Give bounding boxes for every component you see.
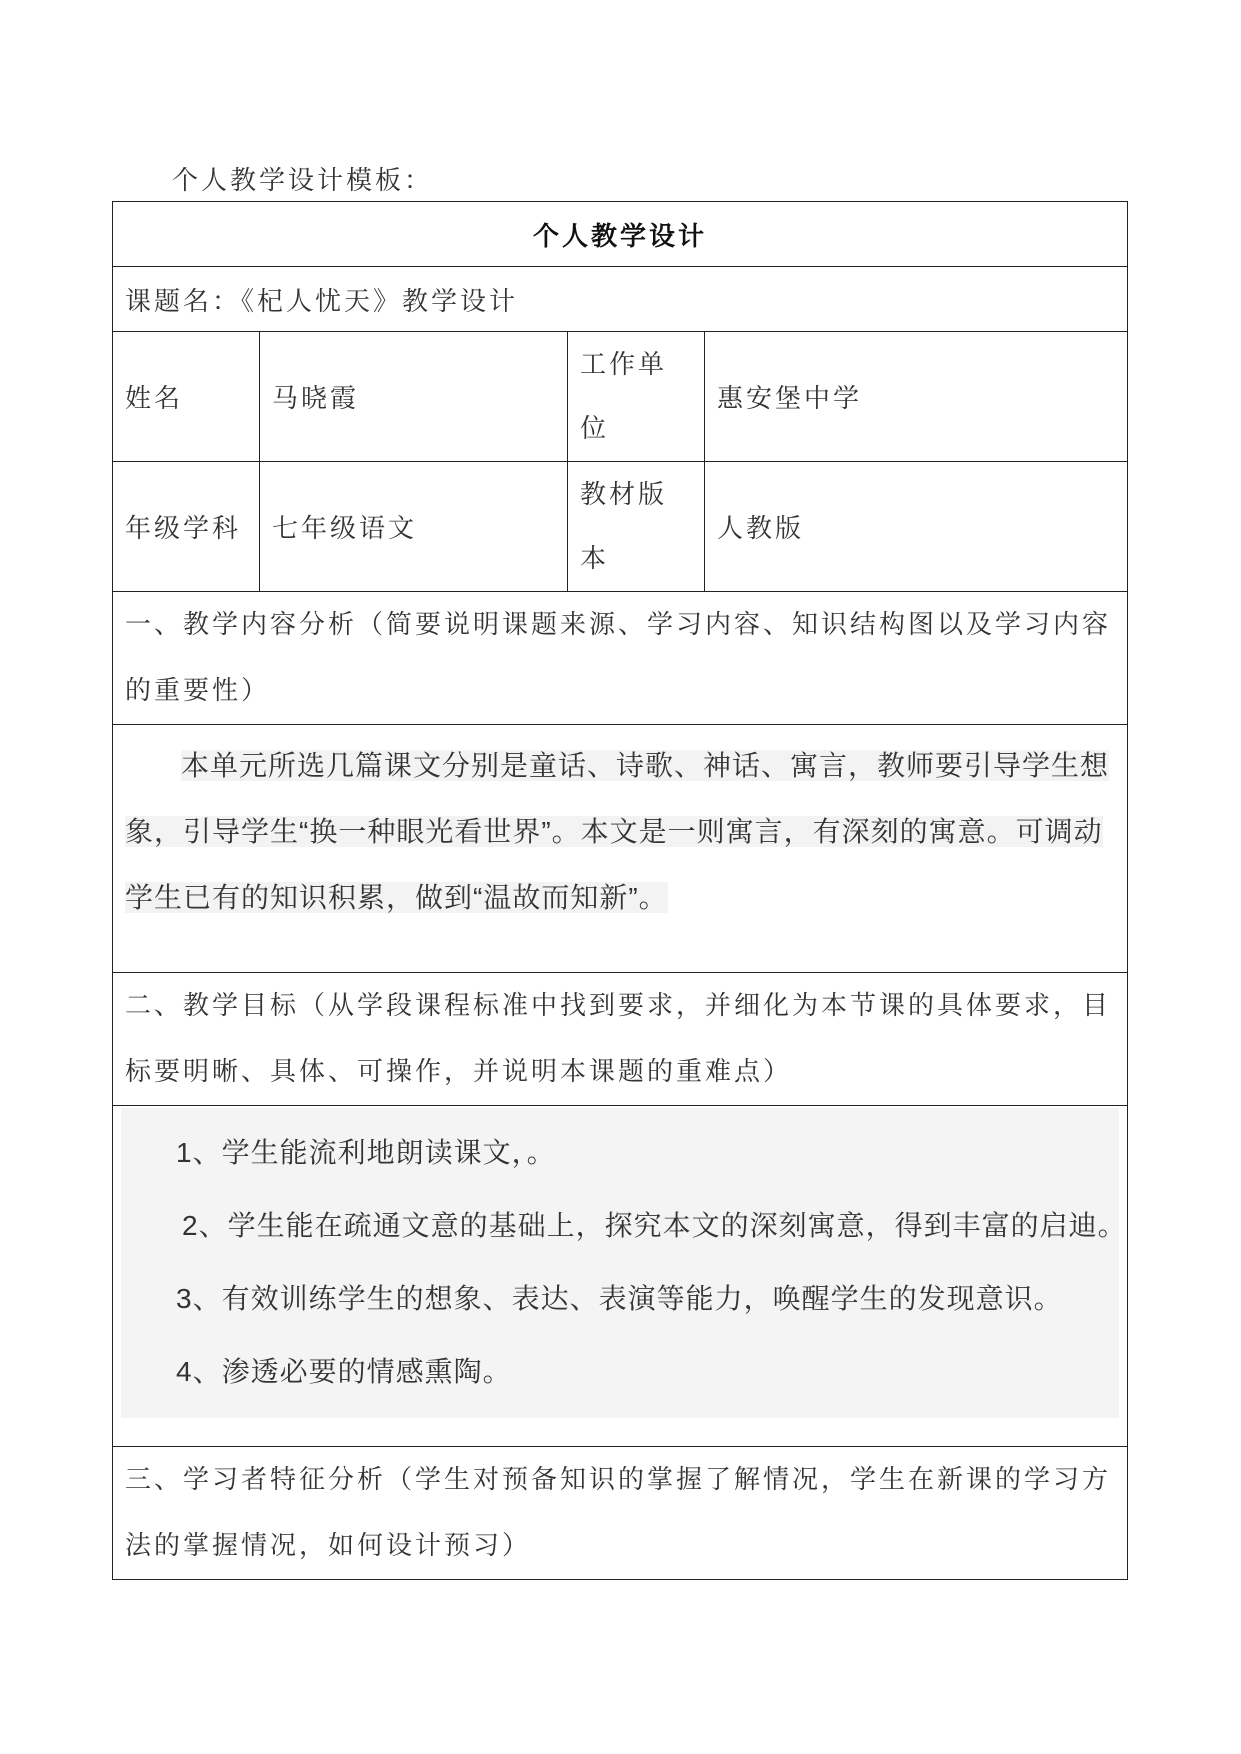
name-value: 马晓霞 xyxy=(260,332,568,462)
edition-value: 人教版 xyxy=(705,462,1128,592)
grade-label: 年级学科 xyxy=(113,462,260,592)
learner-analysis-heading: 三、学习者特征分析（学生对预备知识的掌握了解情况，学生在新课的学习方法的掌握情况，如何设计预习） xyxy=(113,1447,1128,1580)
content-analysis-text: 本单元所选几篇课文分别是童话、诗歌、神话、寓言，教师要引导学生想象，引导学生“换一种眼光看世界”。本文是一则寓言，有深刻的寓意。可调动学生已有的知识积累，做到“温故而知新”。 xyxy=(125,750,1110,913)
objectives-cell xyxy=(113,1106,1128,1447)
template-intro: 个人教学设计模板： xyxy=(172,166,434,196)
topic-name: 课题名：《杞人忧天》教学设计 xyxy=(113,267,1128,332)
name-label: 姓名 xyxy=(113,332,260,462)
unit-value: 惠安堡中学 xyxy=(705,332,1128,462)
table-title: 个人教学设计 xyxy=(113,202,1128,267)
objective-item: 2、学生能在疏通文意的基础上，探究本文的深刻寓意，得到丰富的启迪。 xyxy=(182,1210,1127,1241)
objective-item: 1、学生能流利地朗读课文，。 xyxy=(176,1137,556,1168)
unit-label: 工作单位 xyxy=(568,332,705,462)
lesson-design-table xyxy=(112,201,1128,1580)
objectives-heading: 二、教学目标（从学段课程标准中找到要求，并细化为本节课的具体要求，目标要明晰、具体、可操作，并说明本课题的重难点） xyxy=(113,973,1128,1106)
grade-value: 七年级语文 xyxy=(260,462,568,592)
objective-item: 4、渗透必要的情感熏陶。 xyxy=(176,1356,512,1387)
objectives-list xyxy=(121,1108,1127,1418)
objective-item: 3、有效训练学生的想象、表达、表演等能力，唤醒学生的发现意识。 xyxy=(176,1283,1063,1314)
content-analysis-cell xyxy=(113,725,1128,973)
content-analysis-heading: 一、教学内容分析（简要说明课题来源、学习内容、知识结构图以及学习内容的重要性） xyxy=(113,592,1128,725)
edition-label: 教材版本 xyxy=(568,462,705,592)
